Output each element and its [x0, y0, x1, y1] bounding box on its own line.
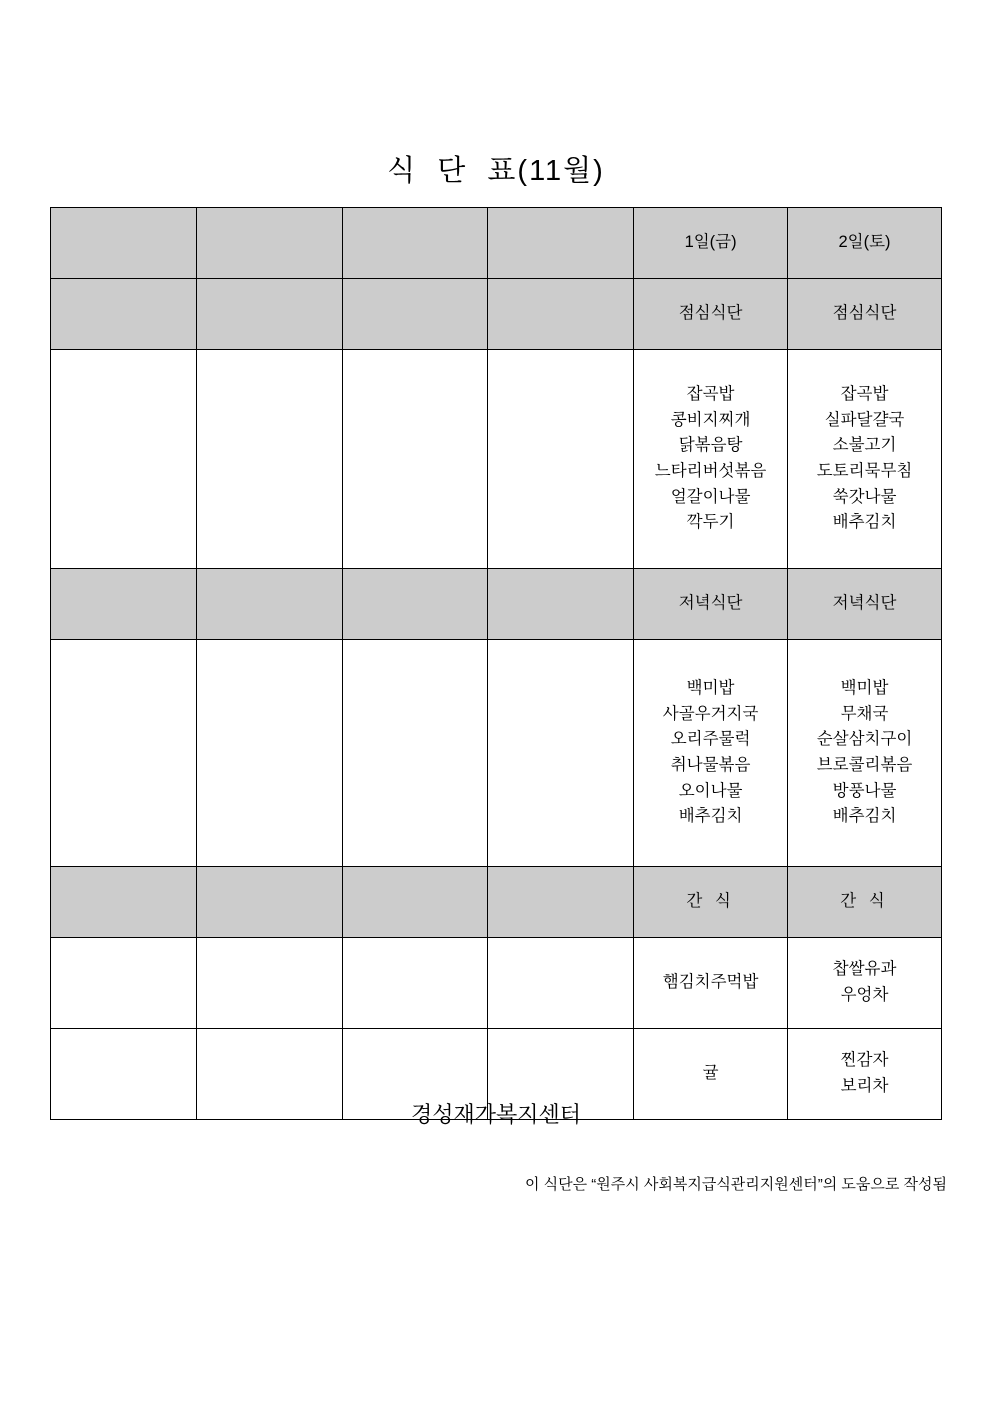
- table-row-dates: [51, 208, 942, 279]
- empty-cell: [342, 350, 488, 569]
- table-row-snack-label: [51, 867, 942, 938]
- empty-cell: [196, 350, 342, 569]
- empty-cell: [342, 640, 488, 867]
- page-title: 식 단 표(11월): [387, 155, 605, 187]
- menu-item: 느타리버섯볶음: [654, 462, 767, 480]
- table-row-lunch-items: [51, 350, 942, 569]
- empty-cell: [196, 279, 342, 350]
- footnote: 이 식단은 “원주시 사회복지급식관리지원센터”의 도움으로 작성됨: [524, 1176, 947, 1193]
- menu-item: 배추김치: [678, 807, 743, 826]
- menu-item: 보리차: [840, 1077, 889, 1095]
- menu-item: 브로콜리볶음: [816, 756, 913, 774]
- lunch-items-day1: [634, 350, 788, 569]
- empty-cell: [342, 208, 488, 279]
- menu-item: 얼갈이나물: [670, 487, 751, 506]
- empty-cell: [488, 208, 634, 279]
- empty-cell: [488, 640, 634, 867]
- menu-item: 콩비지찌개: [670, 410, 751, 429]
- menu-item: 닭볶음탕: [678, 436, 743, 455]
- dinner-items-day1: [634, 640, 788, 867]
- table-row-lunch-label: [51, 279, 942, 350]
- empty-cell: [488, 569, 634, 640]
- table-row-dinner-items: [51, 640, 942, 867]
- menu-item: 햄김치주먹밥: [662, 973, 759, 992]
- empty-cell: [51, 938, 197, 1029]
- menu-item: 취나물볶음: [670, 756, 751, 774]
- menu-item: 쑥갓나물: [832, 487, 897, 506]
- empty-cell: [51, 350, 197, 569]
- empty-cell: [51, 279, 197, 350]
- date-header-day2: 2일(토): [788, 208, 942, 279]
- lunch-items-day2: [788, 350, 942, 569]
- menu-item: 배추김치: [832, 807, 897, 826]
- empty-cell: [342, 279, 488, 350]
- empty-cell: [51, 640, 197, 867]
- menu-item: 잡곡밥: [686, 385, 735, 404]
- empty-cell: [196, 938, 342, 1029]
- snack-first-day2: [788, 938, 942, 1029]
- menu-item: 배추김치: [832, 513, 897, 532]
- empty-cell: [51, 569, 197, 640]
- lunch-label-day2: 점심식단: [788, 279, 942, 350]
- snack-label-day2: 간 식: [788, 867, 942, 938]
- empty-cell: [196, 208, 342, 279]
- menu-item: 오리주물럭: [670, 730, 751, 749]
- menu-item: 귤: [702, 1064, 719, 1083]
- meal-plan-table: [50, 207, 942, 1120]
- date-header-day1: 1일(금): [634, 208, 788, 279]
- menu-item: 백미밥: [686, 679, 735, 698]
- menu-item: 사골우거지국: [662, 704, 759, 723]
- dinner-items-day2: [788, 640, 942, 867]
- lunch-label-day1: 점심식단: [634, 279, 788, 350]
- empty-cell: [488, 867, 634, 938]
- menu-item: 우엉차: [840, 986, 889, 1004]
- snack-label-day1: 간 식: [634, 867, 788, 938]
- empty-cell: [51, 208, 197, 279]
- menu-item: 찹쌀유과: [832, 960, 897, 979]
- menu-item: 방풍나물: [832, 781, 897, 800]
- menu-item: 백미밥: [840, 679, 889, 698]
- empty-cell: [488, 350, 634, 569]
- table-row-snack-first: [51, 938, 942, 1029]
- menu-item: 오이나물: [678, 781, 743, 800]
- table-row-dinner-label: [51, 569, 942, 640]
- menu-item: 도토리묵무침: [816, 462, 913, 480]
- menu-item: 잡곡밥: [840, 385, 889, 404]
- dinner-label-day2: 저녁식단: [788, 569, 942, 640]
- empty-cell: [51, 867, 197, 938]
- empty-cell: [488, 279, 634, 350]
- menu-item: 실파달걀국: [824, 410, 905, 429]
- empty-cell: [196, 867, 342, 938]
- menu-item: 순살삼치구이: [816, 730, 913, 749]
- menu-item: 깍두기: [686, 513, 735, 532]
- center-name: 경성재가복지센터: [410, 1102, 582, 1127]
- empty-cell: [342, 867, 488, 938]
- menu-item: 소불고기: [832, 436, 897, 455]
- dinner-label-day1: 저녁식단: [634, 569, 788, 640]
- empty-cell: [342, 938, 488, 1029]
- menu-item: 찐감자: [840, 1051, 889, 1070]
- empty-cell: [196, 569, 342, 640]
- snack-first-day1: [634, 938, 788, 1029]
- menu-item: 무채국: [840, 704, 889, 723]
- empty-cell: [488, 938, 634, 1029]
- empty-cell: [342, 569, 488, 640]
- empty-cell: [196, 640, 342, 867]
